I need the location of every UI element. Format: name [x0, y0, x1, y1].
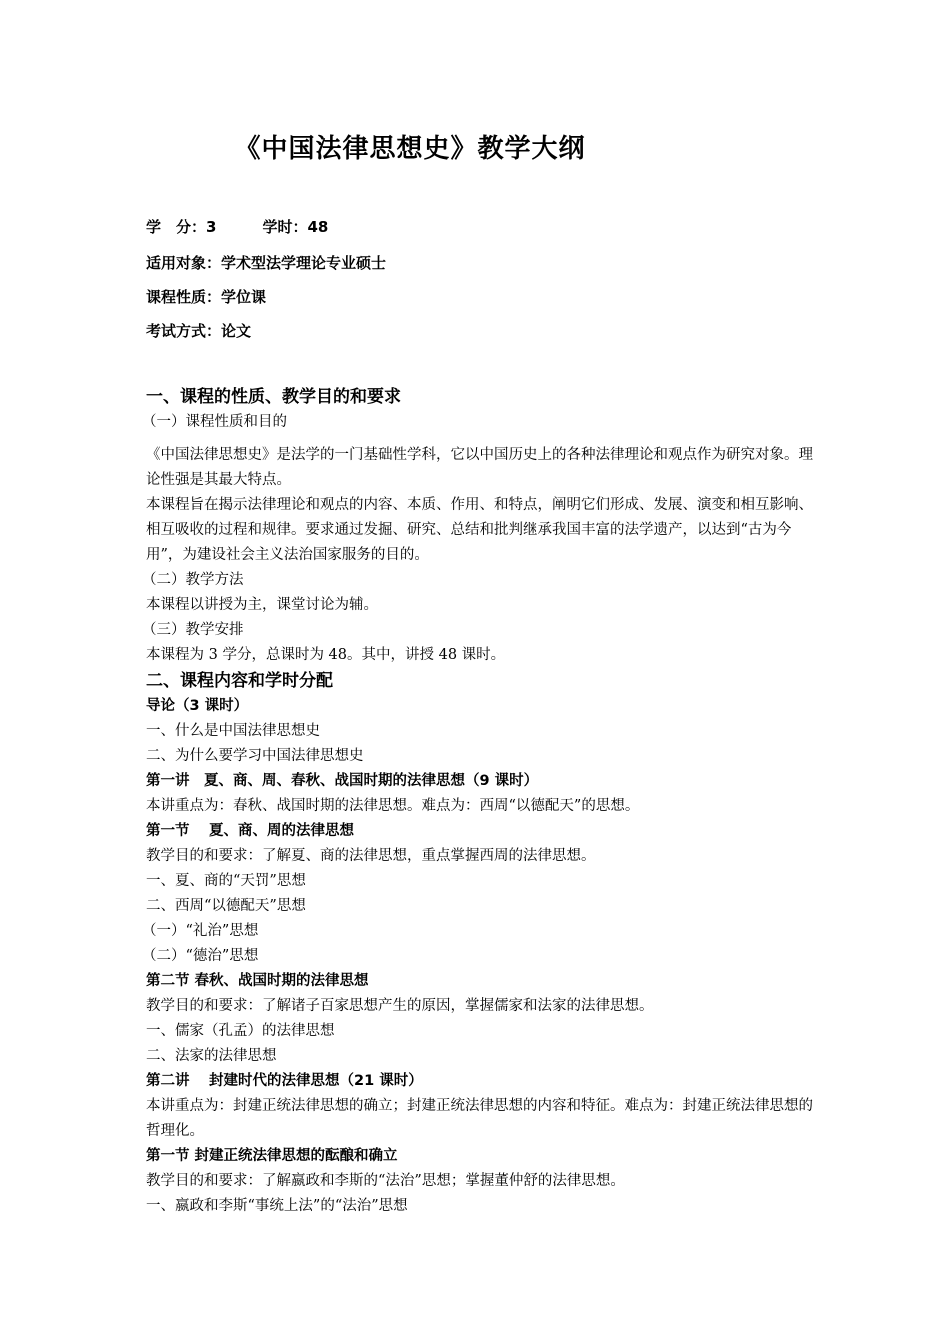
list-item: 二、法家的法律思想: [146, 1048, 277, 1064]
exam-method: 考试方式：论文: [146, 322, 252, 340]
lecture2-section1-heading: 第一节 封建正统法律思想的酝酿和确立: [146, 1148, 398, 1164]
list-item: 一、儒家（孔孟）的法律思想: [146, 1023, 335, 1039]
audience: 适用对象：学术型法学理论专业硕士: [146, 254, 387, 272]
document-title: 《中国法律思想史》教学大纲: [234, 134, 586, 164]
section1-paragraph1: 《中国法律思想史》是法学的一门基础性学科，它以中国历史上的各种法律理论和观点作为研究对象。理论性强是其最大特点。: [146, 447, 813, 488]
section2-heading: 二、课程内容和学时分配: [146, 671, 333, 691]
section1-sub3: （三）教学安排: [142, 622, 244, 638]
list-subitem: （二）“德治”思想: [142, 948, 259, 964]
section1-paragraph4: 本课程为 3 学分，总课时为 48。其中，讲授 48 课时。: [146, 647, 506, 663]
lecture1-section1-heading: 第一节 夏、商、周的法律思想: [146, 823, 355, 839]
document-body: [142, 384, 814, 1219]
section1-paragraph2: 本课程旨在揭示法律理论和观点的内容、本质、作用、和特点，阐明它们形成、发展、演变和相互影响、相互吸收的过程和规律。要求通过发掘、研究、总结和批判继承我国丰富的法学遗产，以达到“古为今用”，为建设社会主义法治国家服务的目的。: [146, 497, 813, 563]
hours: 学时：48: [262, 218, 329, 236]
lecture1-section2-heading: 第二节 春秋、战国时期的法律思想: [146, 973, 369, 989]
lecture1-heading: 第一讲 夏、商、周、春秋、战国时期的法律思想（9 课时）: [146, 773, 539, 789]
list-item: 一、嬴政和李斯“事统上法”的“法治”思想: [146, 1198, 408, 1214]
lecture2-focus: 本讲重点为：封建正统法律思想的确立；封建正统法律思想的内容和特征。难点为：封建正统法律思想的哲理化。: [146, 1098, 813, 1139]
credits-hours-line: [146, 216, 328, 237]
list-item: 二、西周“以德配天”思想: [146, 898, 306, 914]
lecture1-focus: 本讲重点为：春秋、战国时期的法律思想。难点为：西周“以德配天”的思想。: [146, 798, 640, 814]
section1-sub2: （二）教学方法: [142, 572, 244, 588]
list-item: 二、为什么要学习中国法律思想史: [146, 748, 364, 764]
lecture1-section2-goal: 教学目的和要求：了解诸子百家思想产生的原因，掌握儒家和法家的法律思想。: [146, 998, 654, 1014]
section1-sub1: （一）课程性质和目的: [142, 414, 287, 430]
lecture2-heading: 第二讲 封建时代的法律思想（21 课时）: [146, 1073, 423, 1089]
list-item: 一、什么是中国法律思想史: [146, 723, 320, 739]
section1-paragraph3: 本课程以讲授为主，课堂讨论为辅。: [146, 597, 378, 613]
list-subitem: （一）“礼治”思想: [142, 923, 259, 939]
lecture1-section1-goal: 教学目的和要求：了解夏、商的法律思想，重点掌握西周的法律思想。: [146, 848, 596, 864]
lecture2-section1-goal: 教学目的和要求：了解嬴政和李斯的“法治”思想；掌握董仲舒的法律思想。: [146, 1173, 625, 1189]
credits: 学 分：3: [146, 218, 217, 236]
course-nature: 课程性质：学位课: [146, 288, 267, 306]
intro-heading: 导论（3 课时）: [146, 698, 249, 714]
list-item: 一、夏、商的“天罚”思想: [146, 873, 306, 889]
section1-heading: 一、课程的性质、教学目的和要求: [146, 387, 401, 407]
